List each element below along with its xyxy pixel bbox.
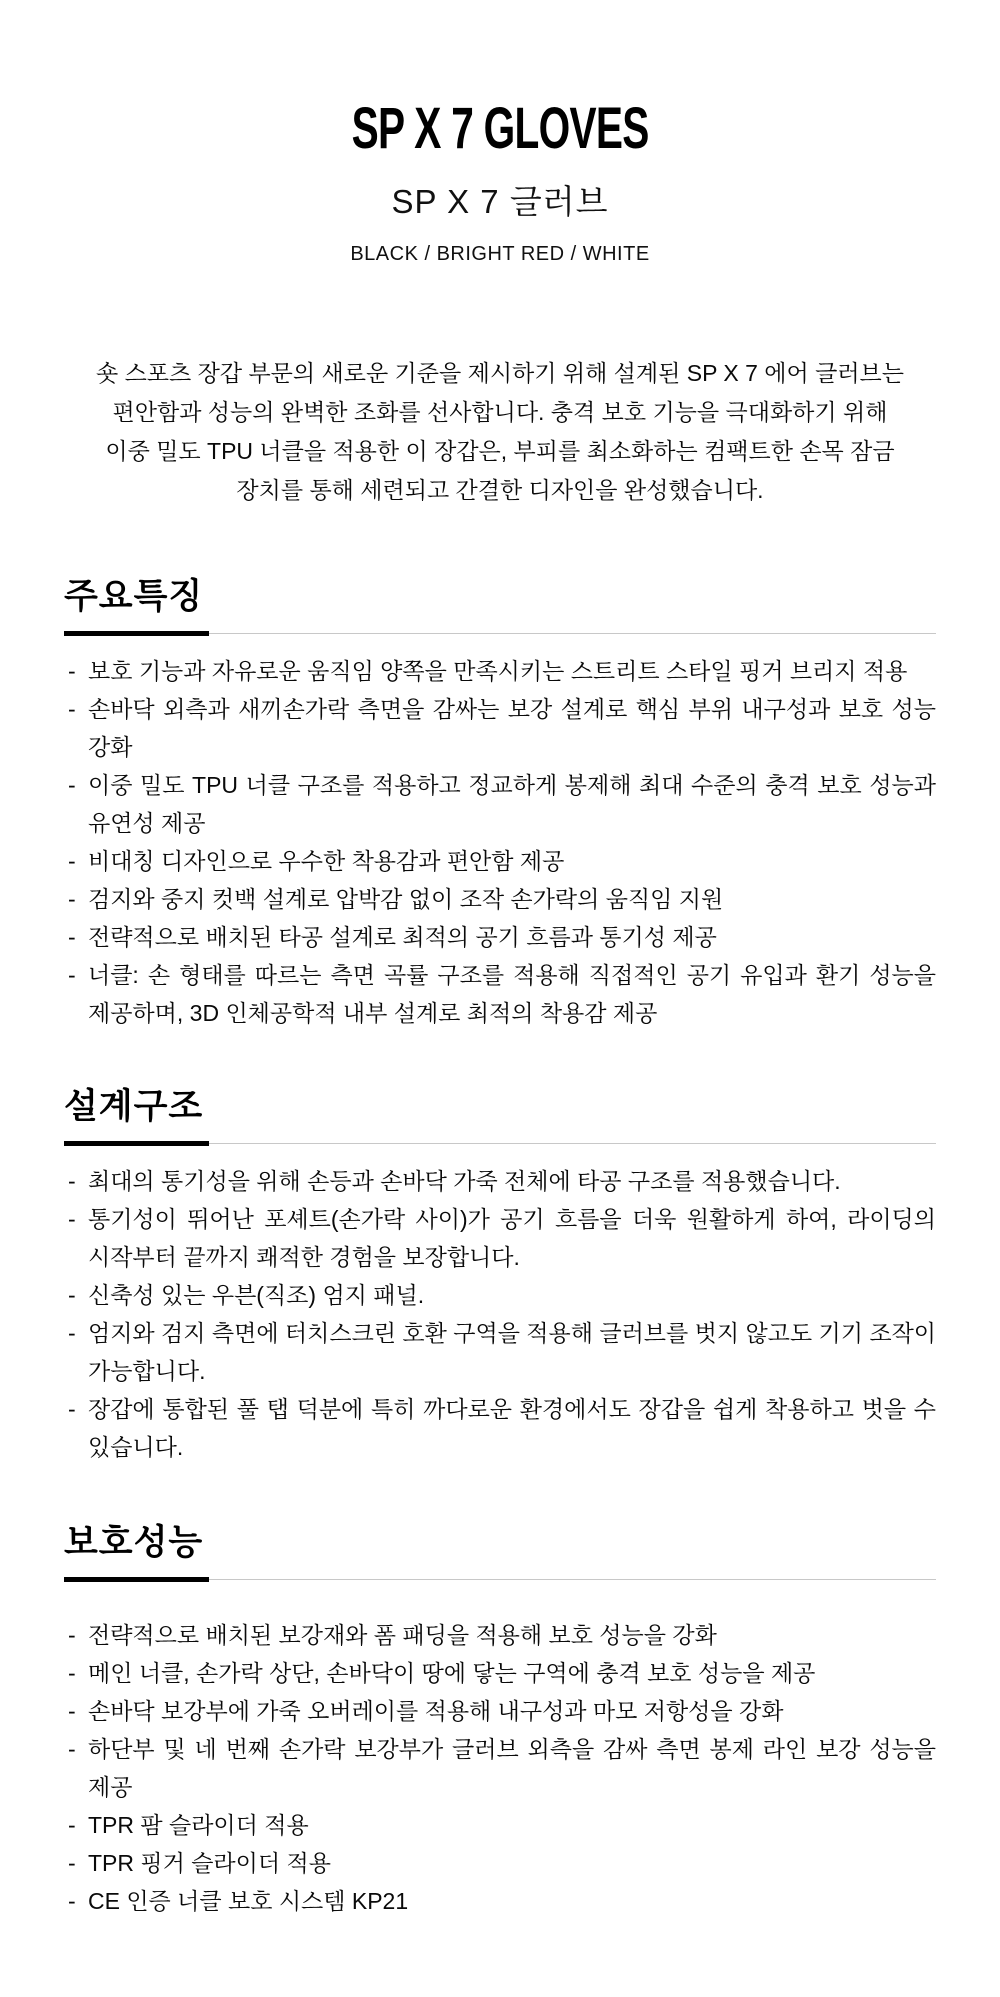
section-divider (209, 1143, 936, 1144)
section-heading: 설계구조 (64, 1086, 209, 1146)
bullet-dash: - (68, 1812, 76, 1838)
protection-list (64, 1616, 936, 1920)
list-item-text: 하단부 및 네 번째 손가락 보강부가 글러브 외측을 감싸 측면 봉제 라인 보강 성능을 제공 (88, 1736, 936, 1800)
list-item-text: 메인 너클, 손가락 상단, 손바닥이 땅에 닿는 구역에 충격 보호 성능을 제공 (88, 1660, 816, 1686)
list-item-text: 통기성이 뛰어난 포셰트(손가락 사이)가 공기 흐름을 더욱 원활하게 하여, 라이딩의 시작부터 끝까지 쾌적한 경험을 보장합니다. (88, 1206, 936, 1270)
list-item (64, 1692, 936, 1730)
section-divider (209, 633, 936, 634)
list-item (64, 766, 936, 842)
bullet-dash: - (68, 1698, 76, 1724)
bullet-dash: - (68, 1396, 76, 1422)
list-item-text: 이중 밀도 TPU 너클 구조를 적용하고 정교하게 봉제해 최대 수준의 충격 보호 성능과 유연성 제공 (88, 772, 936, 836)
bullet-dash: - (68, 1206, 76, 1232)
list-item (64, 1730, 936, 1806)
intro-line: 숏 스포츠 장갑 부문의 새로운 기준을 제시하기 위해 설계된 SP X 7 에어 글러브는 (95, 360, 904, 386)
bullet-dash: - (68, 696, 76, 722)
bullet-dash: - (68, 772, 76, 798)
list-item-text: 손바닥 보강부에 가죽 오버레이를 적용해 내구성과 마모 저항성을 강화 (88, 1698, 784, 1724)
list-item (64, 918, 936, 956)
list-item (64, 1162, 936, 1200)
bullet-dash: - (68, 1660, 76, 1686)
list-item (64, 1806, 936, 1844)
list-item-text: 전략적으로 배치된 타공 설계로 최적의 공기 흐름과 통기성 제공 (88, 924, 717, 950)
intro-line: 편안함과 성능의 완벽한 조화를 선사합니다. 충격 보호 기능을 극대화하기 위해 (112, 399, 888, 425)
list-item-text: 비대칭 디자인으로 우수한 착용감과 편안함 제공 (88, 848, 565, 874)
list-item (64, 1390, 936, 1466)
list-item-text: 보호 기능과 자유로운 움직임 양쪽을 만족시키는 스트리트 스타일 핑거 브리지 적용 (88, 658, 908, 684)
bullet-dash: - (68, 1850, 76, 1876)
bullet-dash: - (68, 924, 76, 950)
colorway-label: BLACK / BRIGHT RED / WHITE (350, 243, 650, 265)
list-item (64, 1200, 936, 1276)
bullet-dash: - (68, 848, 76, 874)
list-item (64, 956, 936, 1032)
bottom-spacer (64, 1920, 936, 1959)
section-heading: 주요특징 (64, 576, 209, 636)
list-item-text: CE 인증 너클 보호 시스템 KP21 (88, 1888, 409, 1914)
list-item (64, 1616, 936, 1654)
list-item (64, 1276, 936, 1314)
list-item (64, 842, 936, 880)
product-title (64, 96, 936, 161)
bullet-dash: - (68, 1282, 76, 1308)
section-divider (209, 1579, 936, 1580)
bullet-dash: - (68, 1888, 76, 1914)
section-header-design-structure (64, 1086, 936, 1146)
bullet-dash: - (68, 886, 76, 912)
design-structure-list (64, 1162, 936, 1466)
bullet-dash: - (68, 1736, 76, 1762)
bullet-dash: - (68, 1320, 76, 1346)
list-item-text: 엄지와 검지 측면에 터치스크린 호환 구역을 적용해 글러브를 벗지 않고도 기기 조작이 가능합니다. (88, 1320, 936, 1384)
list-item-text: 장갑에 통합된 풀 탭 덕분에 특히 까다로운 환경에서도 장갑을 쉽게 착용하고 벗을 수 있습니다. (88, 1396, 936, 1460)
list-item (64, 690, 936, 766)
intro-line: 장치를 통해 세련되고 간결한 디자인을 완성했습니다. (236, 477, 764, 503)
section-header-protection (64, 1522, 936, 1582)
list-item (64, 1314, 936, 1390)
bullet-dash: - (68, 1622, 76, 1648)
list-item (64, 1882, 936, 1920)
list-item-text: 검지와 중지 컷백 설계로 압박감 없이 조작 손가락의 움직임 지원 (88, 886, 724, 912)
intro-paragraph (64, 354, 936, 510)
intro-line: 이중 밀도 TPU 너클을 적용한 이 장갑은, 부피를 최소화하는 컴팩트한 손목 잠금 (105, 438, 895, 464)
list-item-text: 신축성 있는 우븐(직조) 엄지 패널. (88, 1282, 425, 1308)
bullet-dash: - (68, 658, 76, 684)
list-item-text: 최대의 통기성을 위해 손등과 손바닥 가죽 전체에 타공 구조를 적용했습니다. (88, 1168, 841, 1194)
section-header-key-features (64, 576, 936, 636)
bullet-dash: - (68, 1168, 76, 1194)
list-item-text: 전략적으로 배치된 보강재와 폼 패딩을 적용해 보호 성능을 강화 (88, 1622, 717, 1648)
bullet-dash: - (68, 962, 76, 988)
list-item (64, 880, 936, 918)
list-item-text: 너클: 손 형태를 따르는 측면 곡률 구조를 적용해 직접적인 공기 유입과 환기 성능을 제공하며, 3D 인체공학적 내부 설계로 최적의 착용감 제공 (88, 962, 936, 1026)
section-heading: 보호성능 (64, 1522, 209, 1582)
product-title-text: SP X 7 GLOVES (351, 96, 649, 161)
product-subtitle: SP X 7 글러브 (391, 183, 609, 220)
key-features-list (64, 652, 936, 1032)
list-item-text: TPR 핑거 슬라이더 적용 (88, 1850, 331, 1876)
list-item-text: 손바닥 외측과 새끼손가락 측면을 감싸는 보강 설계로 핵심 부위 내구성과 보호 성능 강화 (88, 696, 936, 760)
list-item (64, 1844, 936, 1882)
list-item (64, 1654, 936, 1692)
list-item (64, 652, 936, 690)
list-item-text: TPR 팜 슬라이더 적용 (88, 1812, 309, 1838)
